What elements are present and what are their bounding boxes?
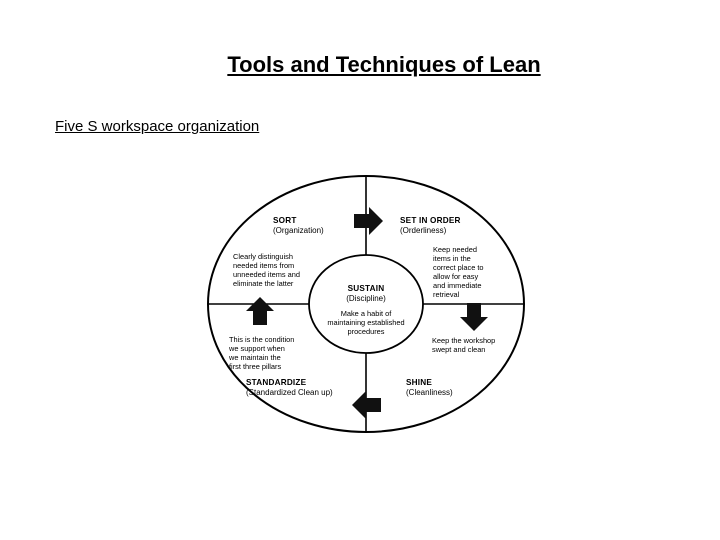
set-in-order-text-2: items in the [433, 254, 471, 263]
arrow-up-icon [246, 297, 274, 325]
standardize-title: STANDARDIZE [246, 378, 307, 387]
sort-title: SORT [273, 216, 297, 225]
sustain-text-3: procedures [347, 327, 385, 336]
shine-text-2: swept and clean [432, 345, 486, 354]
standardize-text-4: first three pillars [229, 362, 282, 371]
standardize-subtitle: (Standardized Clean up) [246, 388, 333, 397]
sustain-text-1: Make a habit of [340, 309, 392, 318]
set-in-order-text-4: allow for easy [433, 272, 479, 281]
shine-subtitle: (Cleanliness) [406, 388, 453, 397]
set-in-order-text-5: and immediate [433, 281, 482, 290]
shine-text-1: Keep the workshop [432, 336, 496, 345]
section-subtitle: Five S workspace organization [55, 118, 260, 135]
set-in-order-title: SET IN ORDER [400, 216, 461, 225]
standardize-text-2: we support when [229, 344, 285, 353]
inner-circle [309, 255, 423, 353]
set-in-order-text-1: Keep needed [433, 245, 477, 254]
sustain-title: SUSTAIN [347, 284, 385, 293]
page-title: Tools and Techniques of Lean [227, 52, 541, 77]
standardize-text-1: This is the condition [229, 335, 295, 344]
sort-text-4: eliminate the latter [233, 279, 294, 288]
sustain-text-2: maintaining established [327, 318, 405, 327]
set-in-order-subtitle: (Orderliness) [400, 226, 447, 235]
set-in-order-text-6: retrieval [433, 290, 460, 299]
sort-subtitle: (Organization) [273, 226, 324, 235]
arrow-right-icon [354, 207, 383, 235]
sort-text-1: Clearly distinguish [233, 252, 293, 261]
arrow-down-icon [460, 303, 488, 331]
sustain-subtitle: (Discipline) [346, 294, 386, 303]
sort-text-3: unneeded items and [233, 270, 300, 279]
set-in-order-text-3: correct place to [433, 263, 484, 272]
sort-text-2: needed items from [233, 261, 295, 270]
shine-title: SHINE [406, 378, 433, 387]
standardize-text-3: we maintain the [229, 353, 281, 362]
